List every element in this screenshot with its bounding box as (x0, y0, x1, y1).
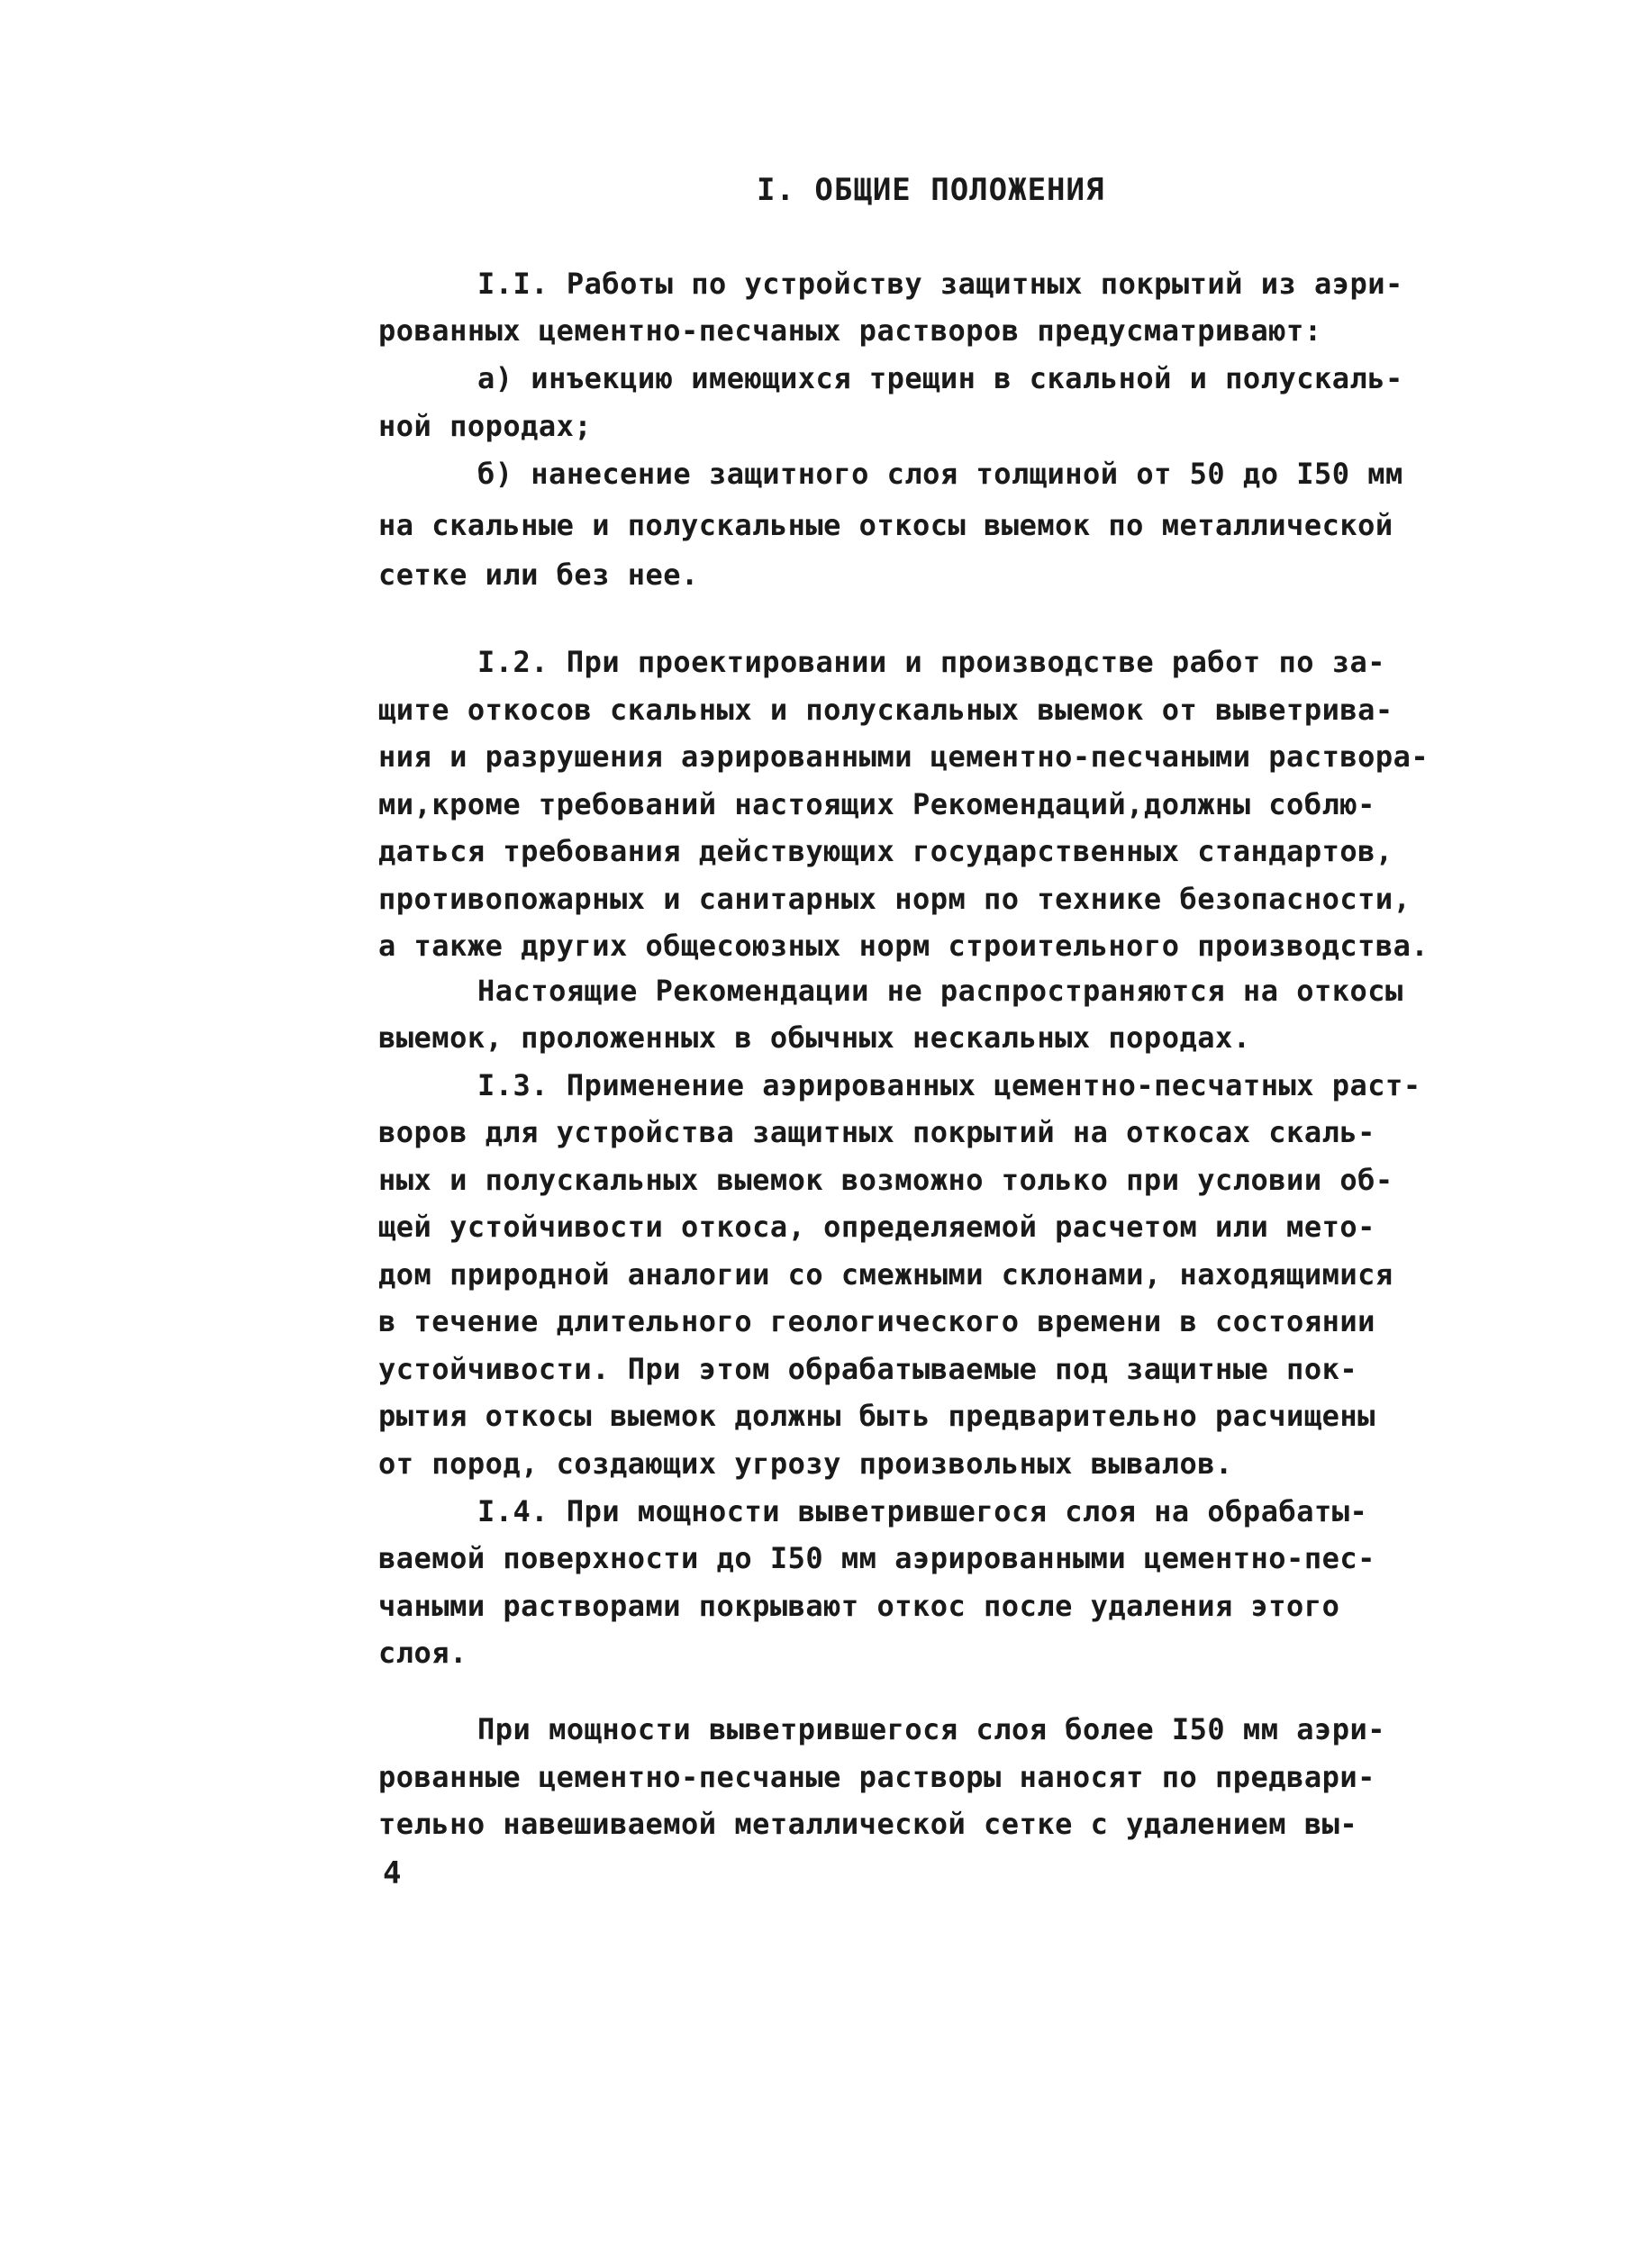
paragraph-line: рованных цементно-песчаных растворов предусматривают: (378, 313, 1322, 348)
paragraph-line: противопожарных и санитарных норм по технике безопасности, (378, 882, 1411, 916)
paragraph-line: При мощности выветрившегося слоя более I50 мм аэри- (477, 1712, 1386, 1746)
paragraph-line: рытия откосы выемок должны быть предварительно расчищены (378, 1399, 1375, 1433)
page-number: 4 (383, 1855, 402, 1891)
paragraph-line: от пород, создающих угрозу произвольных вывалов. (378, 1446, 1233, 1481)
paragraph-line: щей устойчивости откоса, определяемой расчетом или мето- (378, 1210, 1375, 1244)
paragraph-line: I.4. При мощности выветрившегося слоя на обрабаты- (477, 1494, 1368, 1528)
paragraph-line: ваемой поверхности до I50 мм аэрированными цементно-пес- (378, 1541, 1375, 1575)
section-title: I. ОБЩИЕ ПОЛОЖЕНИЯ (757, 172, 1105, 208)
paragraph-line: тельно навешиваемой металлической сетке с удалением вы- (378, 1807, 1358, 1841)
paragraph-line: ных и полускальных выемок возможно только при условии об- (378, 1163, 1393, 1197)
paragraph-line: I.3. Применение аэрированных цементно-песчатных раст- (477, 1068, 1421, 1102)
paragraph-line: воров для устройства защитных покрытий на откосах скаль- (378, 1115, 1375, 1149)
paragraph-line: в течение длительного геологического времени в состоянии (378, 1304, 1375, 1338)
paragraph-line: даться требования действующих государственных стандартов, (378, 834, 1393, 868)
paragraph-line: слоя. (378, 1636, 467, 1670)
paragraph-line: рованные цементно-песчаные растворы наносят по предвари- (378, 1760, 1375, 1794)
paragraph-line: ния и разрушения аэрированными цементно-песчаными раствора- (378, 739, 1430, 774)
paragraph-line: дом природной аналогии со смежными склонами, находящимися (378, 1257, 1393, 1292)
paragraph-line: ной породах; (378, 409, 593, 443)
paragraph-line: а) инъекцию имеющихся трещин в скальной и полускаль- (477, 361, 1403, 395)
paragraph-line: I.I. Работы по устройству защитных покрытий из аэри- (477, 267, 1403, 301)
paragraph-line: сетке или без нее. (378, 558, 699, 592)
paragraph-line: I.2. При проектировании и производстве работ по за- (477, 645, 1386, 679)
paragraph-line: ми,кроме требований настоящих Рекомендаций,должны соблю- (378, 787, 1375, 821)
paragraph-line: а также других общесоюзных норм строительного производства. (378, 929, 1430, 963)
paragraph-line: Настоящие Рекомендации не распространяются на откосы (477, 974, 1403, 1008)
paragraph-line: чаными растворами покрывают откос после удаления этого (378, 1589, 1340, 1623)
paragraph-line: б) нанесение защитного слоя толщиной от 50 до I50 мм (477, 457, 1403, 491)
paragraph-line: на скальные и полускальные откосы выемок по металлической (378, 508, 1393, 542)
paragraph-line: выемок, проложенных в обычных нескальных породах. (378, 1020, 1251, 1055)
paragraph-line: устойчивости. При этом обрабатываемые под защитные пок- (378, 1352, 1358, 1386)
paragraph-line: щите откосов скальных и полускальных выемок от выветрива- (378, 693, 1393, 727)
